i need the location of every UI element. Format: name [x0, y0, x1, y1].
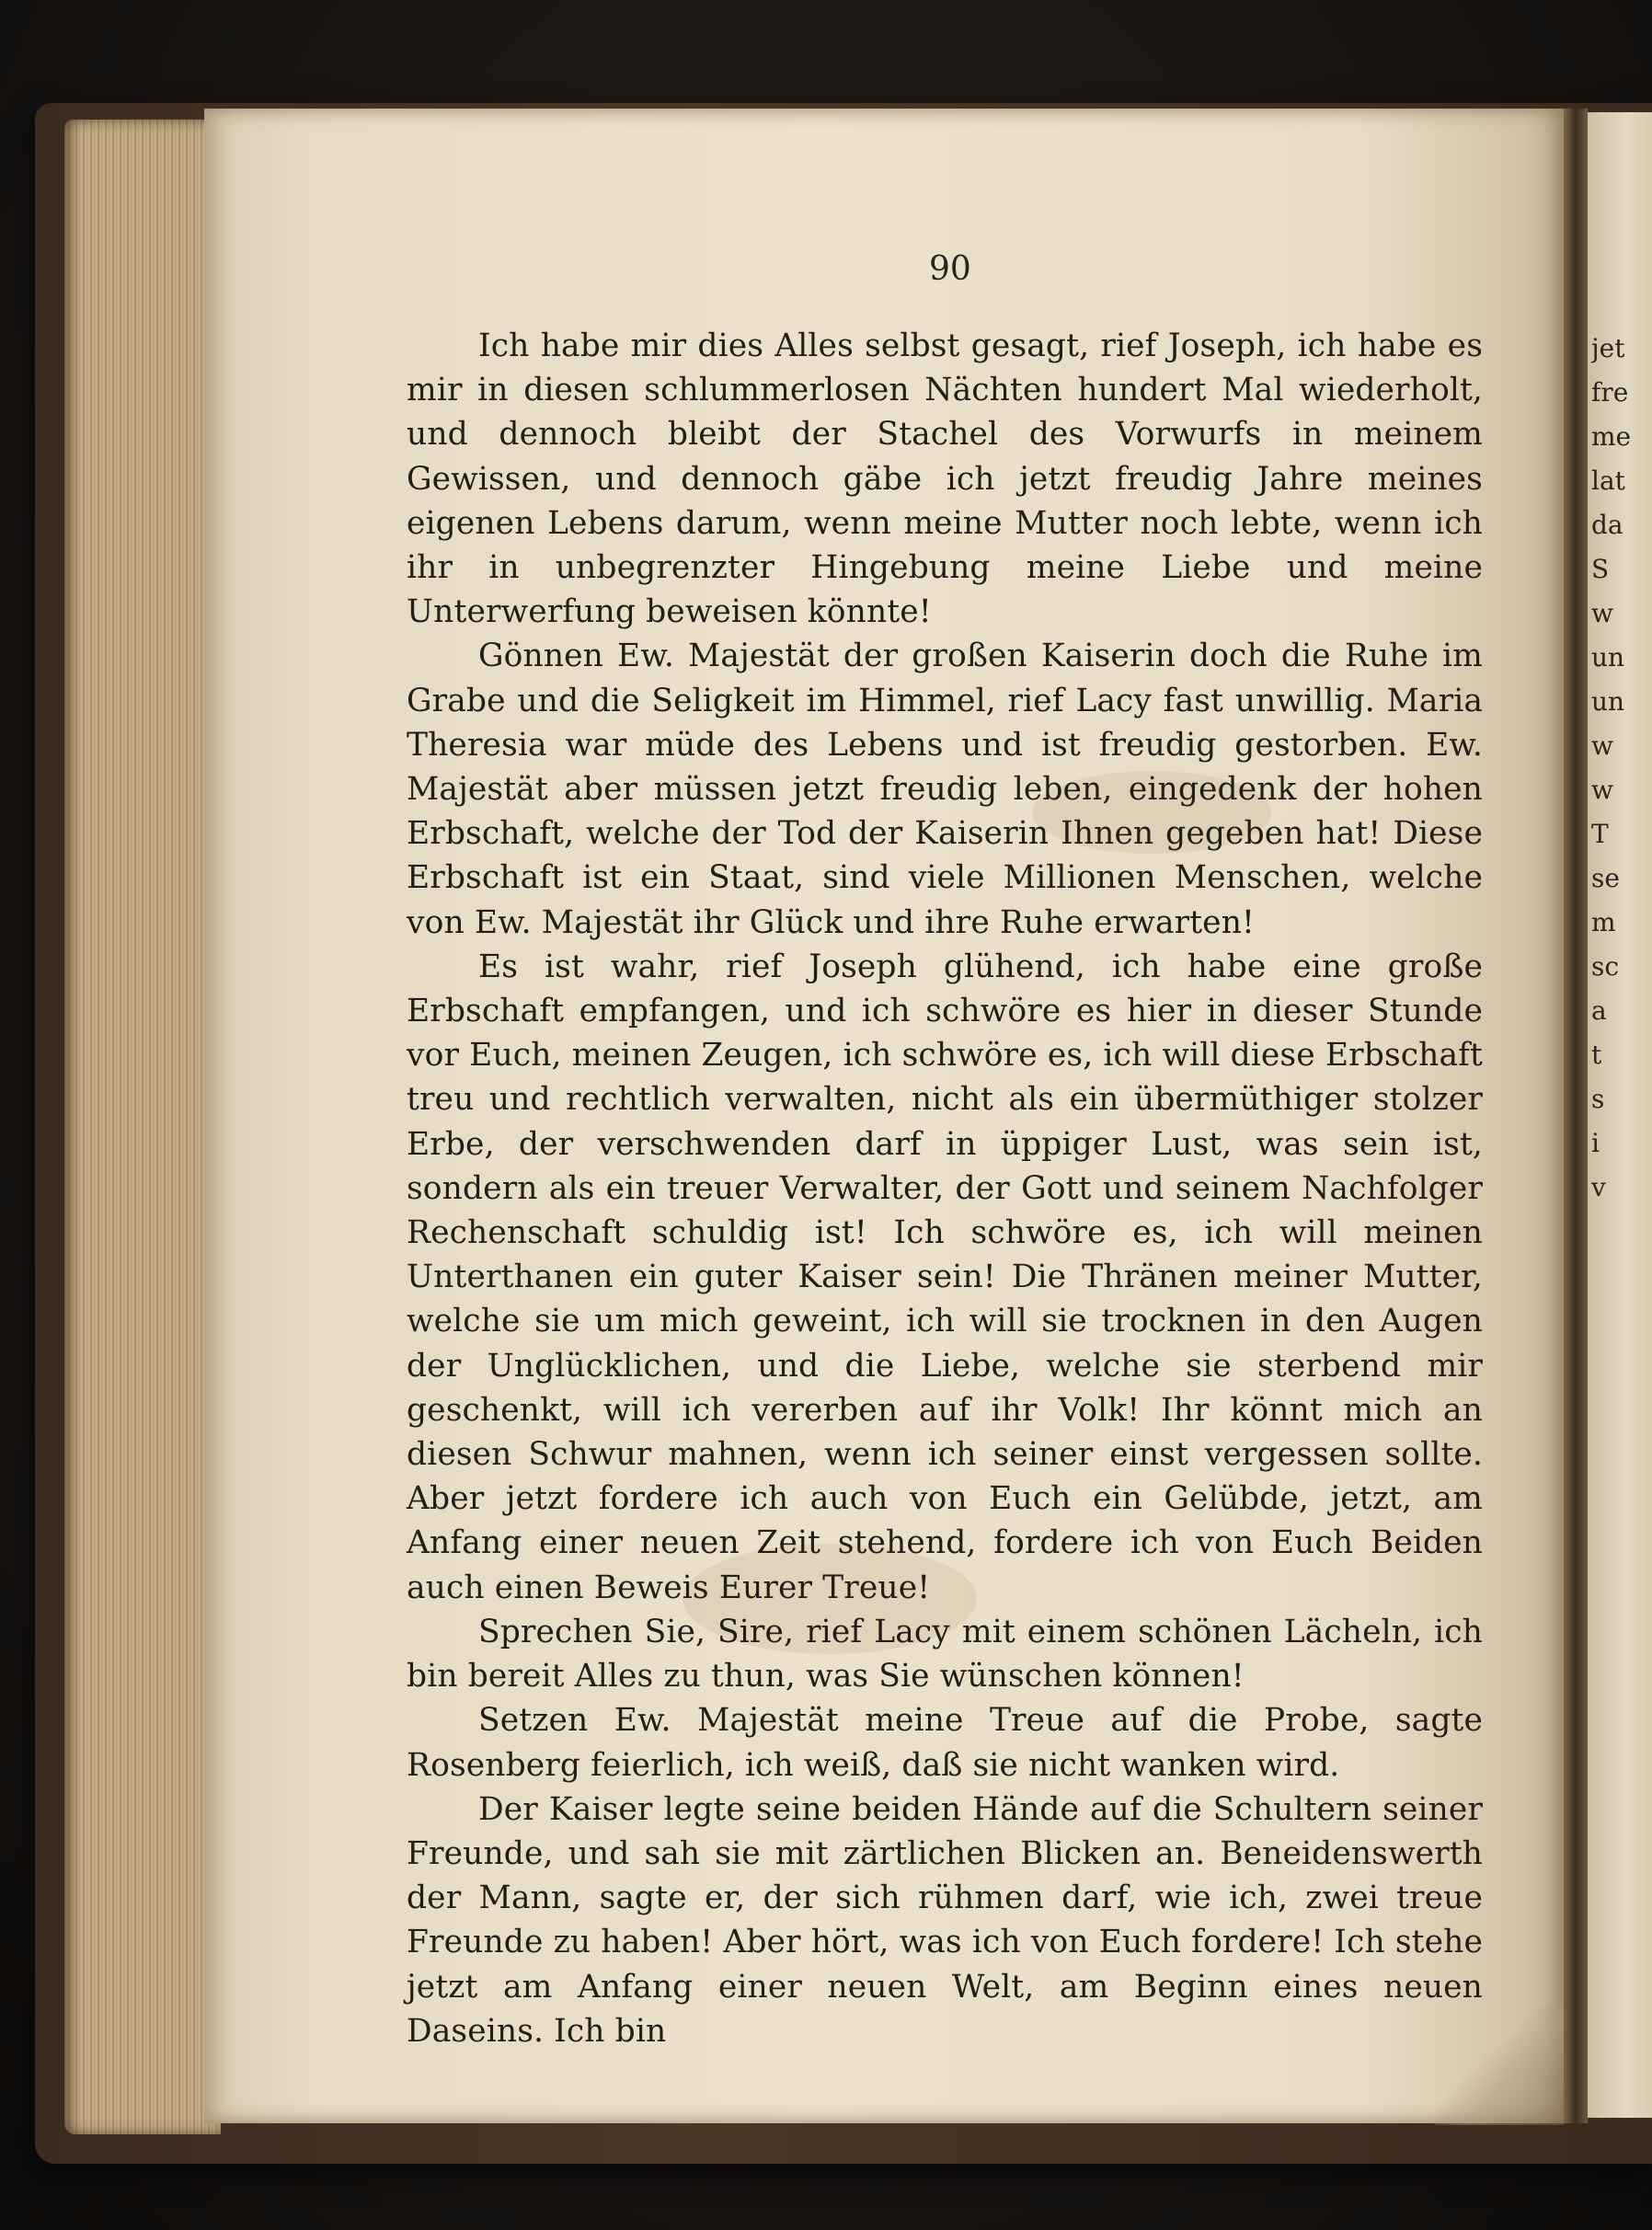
- facing-page-fragment: i: [1591, 1128, 1600, 1158]
- facing-page-fragment: un: [1591, 686, 1625, 717]
- paragraph: Ich habe mir dies Alles selbst gesagt, rief Joseph, ich habe es mir in diesen schlummerlosen Nächten hundert Mal wiederholt, und dennoch bleibt der Stachel des Vorwurfs in meinem Gewissen, und dennoch gäbe ich jetzt freudig Jahre meines eigenen Lebens darum, wenn meine Mutter noch lebte, wenn ich ihr in unbegrenzter Hingebung meine Liebe und meine Unterwerfung beweisen könnte!: [407, 328, 1483, 631]
- facing-page-fragment: se: [1591, 863, 1620, 893]
- facing-page-edge: [1588, 112, 1652, 2118]
- facing-page-fragment: s: [1591, 1084, 1605, 1114]
- facing-page-fragment: w: [1591, 730, 1613, 761]
- facing-page-fragment: me: [1591, 421, 1632, 452]
- torn-corner: [1435, 2006, 1564, 2125]
- facing-page-fragment: lat: [1591, 466, 1625, 496]
- paragraph: Gönnen Ew. Majestät der großen Kaiserin doch die Ruhe im Grabe und die Seligkeit im Himmel, rief Lacy fast unwillig. Maria Theresia war müde des Lebens und ist freudig gestorben. Ew. Majestät aber müssen jetzt freudig leben, eingedenk der hohen Erbschaft, welche der Tod der Kaiserin Ihnen gegeben hat! Diese Erbschaft ist ein Staat, sind viele Millionen Menschen, welche von Ew. Majestät ihr Glück und ihre Ruhe erwarten!: [407, 638, 1483, 941]
- facing-page-fragment: w: [1591, 598, 1613, 628]
- facing-page-fragment: da: [1591, 510, 1623, 540]
- paragraph: Setzen Ew. Majestät meine Treue auf die Probe, sagte Rosenberg feierlich, ich weiß, daß sie nicht wanken wird.: [407, 1702, 1483, 1784]
- facing-page-fragment: m: [1591, 907, 1616, 937]
- facing-page-fragment: T: [1591, 819, 1609, 849]
- facing-page-fragment: jet: [1591, 333, 1625, 363]
- book-gutter: [1564, 109, 1588, 2123]
- paragraph: Sprechen Sie, Sire, rief Lacy mit einem schönen Lächeln, ich bin bereit Alles zu thun, was Sie wünschen können!: [407, 1613, 1483, 1695]
- page-edges: [64, 120, 221, 2134]
- facing-page-fragment: v: [1591, 1172, 1606, 1202]
- paragraph: Der Kaiser legte seine beiden Hände auf die Schultern seiner Freunde, und sah sie mit zärtlichen Blicken an. Beneidenswerth der Mann, sagte er, der sich rühmen darf, wie ich, zwei treue Freunde zu haben! Aber hört, was ich von Euch fordere! Ich stehe jetzt am Anfang einer neuen Welt, am Beginn eines neuen Daseins. Ich bin: [407, 1790, 1483, 2050]
- page-number: 90: [929, 250, 971, 288]
- facing-page-fragment: sc: [1591, 951, 1620, 982]
- facing-page-fragment: S: [1591, 554, 1610, 584]
- facing-page-fragment: un: [1591, 642, 1625, 672]
- facing-page-fragment: w: [1591, 775, 1613, 805]
- facing-page-fragment: t: [1591, 1040, 1602, 1070]
- paragraph: Es ist wahr, rief Joseph glühend, ich habe eine große Erbschaft empfangen, und ich schwöre es hier in dieser Stunde vor Euch, meinen Zeugen, ich schwöre es, ich will diese Erbschaft treu und rechtlich verwalten, nicht als ein übermüthiger stolzer Erbe, der verschwenden darf in üppiger Lust, was sein ist, sondern als ein treuer Verwalter, der Gott und seinem Nachfolger Rechenschaft schuldig ist! Ich schwöre es, ich will meinen Unterthanen ein guter Kaiser sein! Die Thränen meiner Mutter, welche sie um mich geweint, ich will sie trocknen in den Augen der Unglücklichen, und die Liebe, welche sie sterbend mir geschenkt, will ich vererben auf ihr Volk! Ihr könnt mich an diesen Schwur mahnen, wenn ich seiner einst vergessen sollte. Aber jetzt fordere ich auch von Euch ein Gelübde, jetzt, am Anfang einer neuen Zeit stehend, fordere ich von Euch Beiden auch einen Beweis Eurer Treue!: [407, 948, 1483, 1606]
- facing-page-fragment: a: [1591, 995, 1607, 1026]
- facing-page-fragment: fre: [1591, 377, 1629, 408]
- page-text: [407, 324, 1483, 2053]
